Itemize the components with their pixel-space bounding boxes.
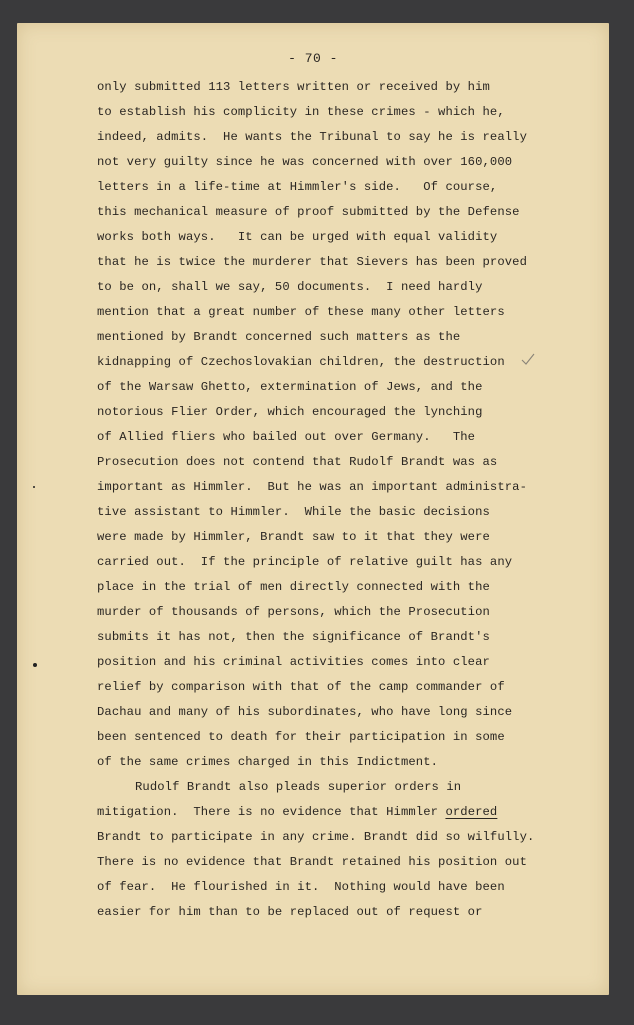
- text-line: letters in a life-time at Himmler's side. Of course,: [97, 180, 498, 194]
- text-line: There is no evidence that Brandt retained his position out: [97, 855, 527, 869]
- stray-dot: [33, 486, 35, 488]
- text-line: been sentenced to death for their participation in some: [97, 730, 505, 744]
- text-line: carried out. If the principle of relative guilt has any: [97, 555, 513, 569]
- text-line: of fear. He flourished in it. Nothing would have been: [97, 880, 505, 894]
- text-line: relief by comparison with that of the camp commander of: [97, 680, 505, 694]
- text-line: position and his criminal activities comes into clear: [97, 655, 490, 669]
- text-line: of Allied fliers who bailed out over Germany. The: [97, 430, 476, 444]
- text-line: tive assistant to Himmler. While the basic decisions: [97, 505, 490, 519]
- text-line: that he is twice the murderer that Sievers has been proved: [97, 255, 527, 269]
- text-line: submits it has not, then the significance of Brandt's: [97, 630, 490, 644]
- text-line: only submitted 113 letters written or received by him: [97, 80, 490, 94]
- text-line: mentioned by Brandt concerned such matters as the: [97, 330, 461, 344]
- text-line: murder of thousands of persons, which the Prosecution: [97, 605, 490, 619]
- text-line: Rudolf Brandt also pleads superior orders in: [135, 780, 462, 794]
- text-line: of the same crimes charged in this Indictment.: [97, 755, 439, 769]
- text-line: mention that a great number of these many other letters: [97, 305, 505, 319]
- underlined-word: ordered: [445, 805, 498, 819]
- text-line: Dachau and many of his subordinates, who have long since: [97, 705, 513, 719]
- text-line: notorious Flier Order, which encouraged the lynching: [97, 405, 483, 419]
- body-text: [97, 75, 597, 925]
- text-line: not very guilty since he was concerned with over 160,000: [97, 155, 513, 169]
- text-line: important as Himmler. But he was an important administra-: [97, 480, 527, 494]
- text-line: to be on, shall we say, 50 documents. I need hardly: [97, 280, 483, 294]
- text-fragment: mitigation. There is no evidence that Himmler: [97, 805, 446, 819]
- text-line: easier for him than to be replaced out of request or: [97, 905, 483, 919]
- text-line: to establish his complicity in these crimes - which he,: [97, 105, 505, 119]
- document-page: [17, 23, 609, 995]
- text-line: this mechanical measure of proof submitted by the Defense: [97, 205, 520, 219]
- text-line: were made by Himmler, Brandt saw to it that they were: [97, 530, 490, 544]
- text-line: of the Warsaw Ghetto, extermination of Jews, and the: [97, 380, 483, 394]
- text-line: works both ways. It can be urged with equal validity: [97, 230, 498, 244]
- text-line: Brandt to participate in any crime. Brandt did so wilfully.: [97, 830, 535, 844]
- text-line: [97, 800, 597, 825]
- text-line: kidnapping of Czechoslovakian children, the destruction: [97, 355, 505, 369]
- text-line: indeed, admits. He wants the Tribunal to say he is really: [97, 130, 527, 144]
- stray-dot: [33, 663, 37, 667]
- page-number: - 70 -: [288, 51, 338, 66]
- text-line: place in the trial of men directly connected with the: [97, 580, 490, 594]
- text-line: Prosecution does not contend that Rudolf Brandt was as: [97, 455, 498, 469]
